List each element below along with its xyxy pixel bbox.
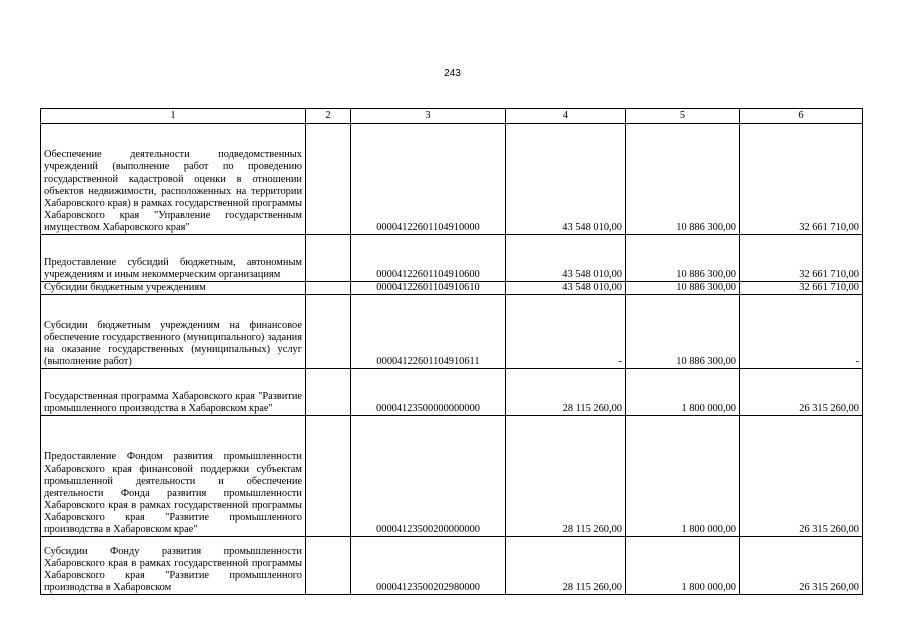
column-header: 1 (41, 109, 306, 124)
row-value-6: 26 315 260,00 (740, 369, 863, 416)
row-name: Предоставление Фондом развития промышленности Хабаровского края финансовой поддержки субъектам промышленной деятельности и обеспечение деятельности Фонда развития промышленности Хабаровского края в рамках государственной программы Хабаровского края "Развитие промышленного производства в Хабаровском крае" (41, 416, 306, 537)
row-value-4: 28 115 260,00 (506, 369, 626, 416)
row-value-5: 1 800 000,00 (626, 537, 740, 595)
column-header: 5 (626, 109, 740, 124)
row-value-5: 1 800 000,00 (626, 369, 740, 416)
page-number: 243 (444, 68, 461, 79)
row-code: 00004122601104910000 (351, 124, 506, 235)
table-header-row (41, 109, 863, 124)
row-name: Субсидии Фонду развития промышленности Хабаровского края в рамках государственной программы Хабаровского края "Развитие промышленного производства в Хабаровском (41, 537, 306, 595)
row-name: Государственная программа Хабаровского края "Развитие промышленного производства в Хабаровском крае" (41, 369, 306, 416)
row-value-6: 26 315 260,00 (740, 416, 863, 537)
column-header: 3 (351, 109, 506, 124)
row-col2 (306, 416, 351, 537)
row-col2 (306, 235, 351, 282)
row-name: Субсидии бюджетным учреждениям на финансовое обеспечение государственного (муниципального) задания на оказание государственных (муниципальных) услуг (выполнение работ) (41, 295, 306, 369)
row-value-6: 26 315 260,00 (740, 537, 863, 595)
row-code: 00004122601104910610 (351, 282, 506, 295)
row-value-4: 28 115 260,00 (506, 416, 626, 537)
row-code: 00004122601104910611 (351, 295, 506, 369)
row-value-4: 43 548 010,00 (506, 124, 626, 235)
table-row (41, 537, 863, 595)
row-name: Предоставление субсидий бюджетным, автономным учреждениям и иным некоммерческим организациям (41, 235, 306, 282)
row-code: 00004123500202980000 (351, 537, 506, 595)
table-row (41, 369, 863, 416)
table-row (41, 235, 863, 282)
row-name: Субсидии бюджетным учреждениям (41, 282, 306, 295)
column-header: 2 (306, 109, 351, 124)
row-value-6: 32 661 710,00 (740, 235, 863, 282)
row-col2 (306, 369, 351, 416)
row-col2 (306, 124, 351, 235)
row-value-6: - (740, 295, 863, 369)
table-row (41, 416, 863, 537)
row-code: 00004122601104910600 (351, 235, 506, 282)
table-row (41, 124, 863, 235)
row-value-4: 43 548 010,00 (506, 235, 626, 282)
row-value-5: 10 886 300,00 (626, 282, 740, 295)
row-code: 00004123500000000000 (351, 369, 506, 416)
row-name: Обеспечение деятельности подведомственных учреждений (выполнение работ по проведению государственной кадастровой оценки в отношении объектов недвижимости, расположенных на территории Хабаровского края) в рамках государственной программы Хабаровского края "Управление государственным имуществом Хабаровского края" (41, 124, 306, 235)
row-value-5: 10 886 300,00 (626, 235, 740, 282)
row-value-6: 32 661 710,00 (740, 282, 863, 295)
row-value-6: 32 661 710,00 (740, 124, 863, 235)
row-col2 (306, 537, 351, 595)
column-header: 6 (740, 109, 863, 124)
row-value-5: 10 886 300,00 (626, 124, 740, 235)
row-value-4: - (506, 295, 626, 369)
row-code: 00004123500200000000 (351, 416, 506, 537)
row-value-4: 28 115 260,00 (506, 537, 626, 595)
row-value-5: 1 800 000,00 (626, 416, 740, 537)
budget-table (40, 108, 863, 595)
row-value-5: 10 886 300,00 (626, 295, 740, 369)
row-col2 (306, 295, 351, 369)
row-col2 (306, 282, 351, 295)
column-header: 4 (506, 109, 626, 124)
table-row (41, 282, 863, 295)
table-row (41, 295, 863, 369)
row-value-4: 43 548 010,00 (506, 282, 626, 295)
